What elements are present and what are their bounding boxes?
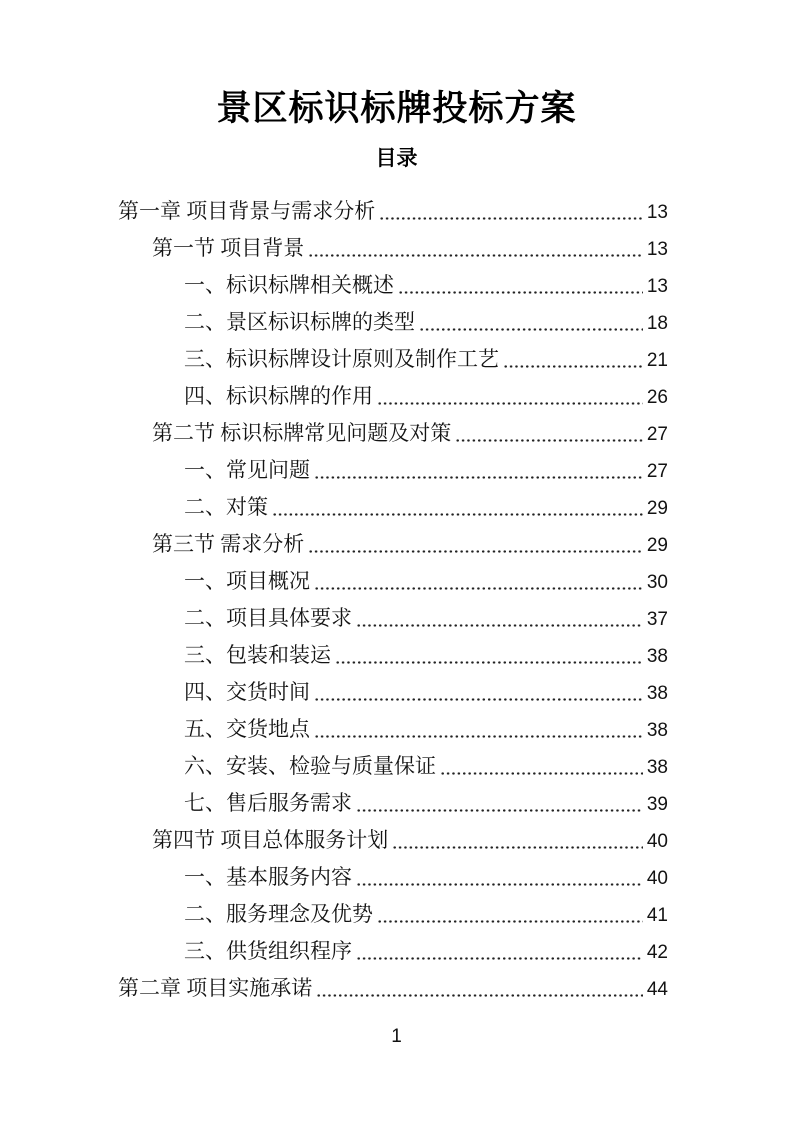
- toc-leader-dots: [314, 711, 643, 739]
- toc-entry-page: 38: [646, 720, 668, 742]
- toc-leader-dots: [455, 415, 643, 443]
- toc-entry[interactable]: [118, 230, 668, 267]
- toc-entry-page: 42: [646, 942, 668, 964]
- toc-entry[interactable]: [118, 563, 668, 600]
- toc-entry-page: 13: [646, 239, 668, 261]
- document-title: 景区标识标牌投标方案: [216, 89, 577, 128]
- toc-entry-label: 第三节 需求分析: [152, 532, 305, 557]
- toc-entry-page: 40: [646, 868, 668, 890]
- toc-entry[interactable]: [118, 341, 668, 378]
- toc-leader-dots: [356, 600, 643, 628]
- toc-entry-label: 二、服务理念及优势: [184, 902, 373, 927]
- toc-entry[interactable]: [118, 822, 668, 859]
- toc-entry-label: 七、售后服务需求: [184, 791, 352, 816]
- toc-leader-dots: [314, 452, 643, 480]
- toc-entry-page: 37: [646, 609, 668, 631]
- toc-entry[interactable]: [118, 970, 668, 1007]
- toc-entry-page: 13: [646, 202, 668, 224]
- toc-entry-label: 三、供货组织程序: [184, 939, 352, 964]
- toc-entry[interactable]: [118, 378, 668, 415]
- toc-entry-label: 一、基本服务内容: [184, 865, 352, 890]
- toc-entry-page: 26: [646, 387, 668, 409]
- toc-leader-dots: [356, 859, 643, 887]
- toc-entry[interactable]: [118, 711, 668, 748]
- toc-entry-label: 四、标识标牌的作用: [184, 384, 373, 409]
- toc-entry-label: 第二章 项目实施承诺: [118, 976, 313, 1001]
- toc-entry[interactable]: [118, 896, 668, 933]
- toc-entry-label: 第一章 项目背景与需求分析: [118, 199, 376, 224]
- toc-leader-dots: [314, 674, 643, 702]
- toc-entry-page: 29: [646, 498, 668, 520]
- toc-entry-label: 三、标识标牌设计原则及制作工艺: [184, 347, 499, 372]
- toc-entry-page: 30: [646, 572, 668, 594]
- toc-entry-page: 27: [646, 424, 668, 446]
- toc-heading: 目录: [375, 146, 418, 171]
- toc-leader-dots: [419, 304, 643, 332]
- toc-entry-label: 一、标识标牌相关概述: [184, 273, 394, 298]
- toc-leader-dots: [308, 230, 643, 258]
- toc-entry[interactable]: [118, 859, 668, 896]
- toc-leader-dots: [379, 193, 643, 221]
- toc-entry-label: 二、景区标识标牌的类型: [184, 310, 415, 335]
- toc-entry-page: 21: [646, 350, 668, 372]
- toc-entry-page: 44: [646, 979, 668, 1001]
- toc-entry-label: 第四节 项目总体服务计划: [152, 828, 389, 853]
- toc-entry[interactable]: [118, 304, 668, 341]
- toc-entry-label: 六、安装、检验与质量保证: [184, 754, 436, 779]
- toc-list: [0, 193, 793, 1007]
- footer-page-number: 1: [391, 1026, 402, 1047]
- toc-entry-page: 39: [646, 794, 668, 816]
- toc-leader-dots: [308, 526, 643, 554]
- toc-entry[interactable]: [118, 267, 668, 304]
- toc-leader-dots: [377, 378, 643, 406]
- toc-entry[interactable]: [118, 637, 668, 674]
- toc-leader-dots: [377, 896, 643, 924]
- toc-entry[interactable]: [118, 489, 668, 526]
- toc-leader-dots: [392, 822, 643, 850]
- toc-entry-page: 38: [646, 683, 668, 705]
- toc-entry-label: 一、项目概况: [184, 569, 310, 594]
- toc-entry[interactable]: [118, 415, 668, 452]
- toc-leader-dots: [440, 748, 643, 776]
- toc-entry-label: 三、包装和装运: [184, 643, 331, 668]
- toc-leader-dots: [314, 563, 643, 591]
- toc-entry-label: 第二节 标识标牌常见问题及对策: [152, 421, 452, 446]
- toc-entry[interactable]: [118, 452, 668, 489]
- toc-entry-page: 13: [646, 276, 668, 298]
- toc-leader-dots: [356, 785, 643, 813]
- toc-entry-page: 38: [646, 757, 668, 779]
- toc-entry[interactable]: [118, 526, 668, 563]
- toc-entry-label: 二、对策: [184, 495, 268, 520]
- toc-leader-dots: [356, 933, 643, 961]
- toc-entry-page: 29: [646, 535, 668, 557]
- toc-leader-dots: [272, 489, 643, 517]
- toc-entry-label: 一、常见问题: [184, 458, 310, 483]
- toc-entry[interactable]: [118, 193, 668, 230]
- toc-entry-label: 二、项目具体要求: [184, 606, 352, 631]
- toc-entry-page: 40: [646, 831, 668, 853]
- toc-entry[interactable]: [118, 785, 668, 822]
- toc-leader-dots: [398, 267, 643, 295]
- toc-entry[interactable]: [118, 600, 668, 637]
- toc-entry[interactable]: [118, 674, 668, 711]
- toc-leader-dots: [316, 970, 643, 998]
- toc-leader-dots: [503, 341, 643, 369]
- toc-entry-page: 38: [646, 646, 668, 668]
- toc-entry-page: 41: [646, 905, 668, 927]
- toc-entry-page: 18: [646, 313, 668, 335]
- toc-entry[interactable]: [118, 748, 668, 785]
- toc-entry-label: 五、交货地点: [184, 717, 310, 742]
- toc-entry-label: 第一节 项目背景: [152, 236, 305, 261]
- toc-entry[interactable]: [118, 933, 668, 970]
- toc-entry-label: 四、交货时间: [184, 680, 310, 705]
- toc-entry-page: 27: [646, 461, 668, 483]
- toc-leader-dots: [335, 637, 643, 665]
